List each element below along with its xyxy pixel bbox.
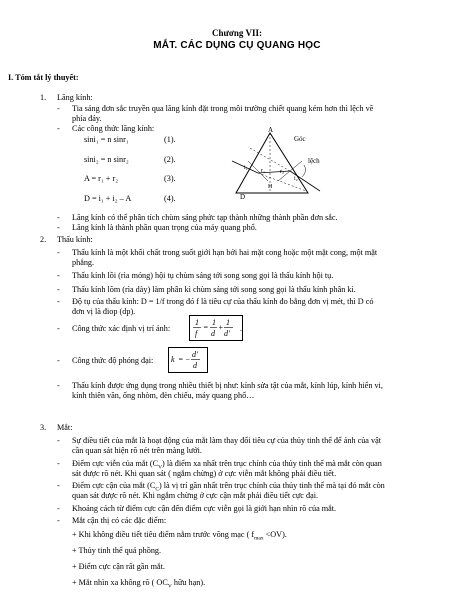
myopia-point-3: + Điểm cực cận rất gần mắt. — [72, 562, 165, 571]
convex-lens-text: Thấu kính lồi (rìa mỏng) hội tụ chùm sáng tới song song gọi là thấu kính hội tụ. — [72, 271, 334, 280]
accommodation-line2: cần quan sát hiện rõ nét trên màng lưới. — [72, 446, 202, 455]
i2-label: i₂ — [294, 176, 298, 182]
bullet-dash: - — [57, 297, 60, 306]
bullet-dash: - — [57, 356, 60, 365]
formula-denominator: d — [193, 361, 197, 370]
formula-end-period: . — [240, 324, 243, 333]
lens-power-line2: đơn vị là điop (dp). — [72, 307, 136, 316]
page-title: MẮT. CÁC DỤNG CỤ QUANG HỌC — [153, 40, 321, 51]
far-point-subscript: V — [158, 464, 163, 471]
prism-formula-1-number: (1). — [164, 135, 176, 144]
point-label: H — [268, 184, 273, 190]
bullet-dash: - — [57, 516, 60, 525]
far-point-text-rest: ) là điểm xa nhất trên trục chính của thủy tinh thể mà mắt còn quan — [162, 459, 382, 468]
prism-formula-4: D = i₁ + i₂ – A — [84, 194, 132, 203]
bullet-dash: - — [57, 223, 60, 232]
bullet-dash: - — [57, 459, 60, 468]
formula-numerator: 1 — [212, 318, 216, 327]
myopia-point-1-text: + Khi không điều tiết tiêu điểm nằm trước võng mạc ( f — [72, 530, 255, 539]
myopia-heading: Mắt cận thị có các đặc điểm: — [72, 516, 167, 525]
prism-formulas-heading: Các công thức lăng kính: — [72, 124, 155, 133]
myopia-point-4-text: + Mắt nhìn xa không rõ ( OC — [72, 578, 168, 587]
formula-denominator: d — [211, 329, 215, 338]
prism-formula-3-number: (3). — [164, 174, 176, 183]
lens-definition-line1: Thấu kính là một khối chất trong suốt giới hạn bởi hai mặt cong hoặc một mặt cong, một mặt — [72, 248, 378, 257]
prism-formula-3: A = r₁ + r₂ — [84, 174, 119, 183]
vertex-label: A — [268, 126, 274, 134]
myopia-point-2: + Thủy tinh thể quá phồng. — [72, 546, 162, 555]
vision-range-text: Khoảng cách từ điểm cực cận đến điểm cực viễn gọi là giới hạn nhìn rõ của mắt. — [72, 504, 337, 513]
bullet-dash: - — [57, 504, 60, 513]
myopia-point-1-subscript: max — [254, 535, 264, 542]
formula-k: k — [171, 355, 175, 364]
eye-heading: Mắt: — [57, 423, 73, 432]
lens-definition-line2: phẳng. — [72, 258, 95, 267]
lens-applications-line2: kính thiên văn, ống nhòm, đèn chiếu, máy quang phổ… — [72, 391, 255, 400]
bullet-dash: - — [57, 324, 60, 333]
myopia-point-4 — [72, 578, 205, 592]
prism-heading: Lăng kính: — [57, 93, 93, 102]
bullet-dash: - — [57, 104, 60, 113]
image-position-label: Công thức xác định vị trí ảnh: — [72, 324, 171, 333]
formula-plus: + — [218, 323, 224, 332]
formula-equals: = — [178, 355, 184, 364]
bullet-dash: - — [57, 271, 60, 280]
far-point-text: Điểm cực viễn của mắt (C — [72, 459, 159, 468]
bullet-dash: - — [57, 248, 60, 257]
lens-heading: Thấu kính: — [57, 235, 93, 244]
prism-formula-2-number: (2). — [164, 155, 176, 164]
magnification-label: Công thức độ phóng đại: — [72, 356, 154, 365]
near-point-text: Điểm cực cận của mắt (C — [72, 481, 156, 490]
lens-applications-line1: Thấu kính được ứng dụng trong nhiều thiết bị như: kính sửa tật của mắt, kính lúp, kính hiển vi, — [72, 381, 383, 390]
concave-lens-text: Thấu kính lõm (rìa dày) làm phân kì chùm sáng tới song song gọi là thấu kính phân kì. — [72, 285, 356, 294]
r2-label: r₂ — [280, 169, 285, 175]
formula-denominator: f — [195, 329, 198, 338]
magnification-formula-box — [168, 347, 208, 373]
near-point-line2: quan sát được rõ nét. Khi ngắm chừng ở cực cận mắt phải điều tiết cực đại. — [72, 491, 319, 500]
near-point-text-rest: ) là vị trí gần nhất trên trục chính của thủy tinh thể mà tại đó mắt còn — [159, 481, 385, 490]
bullet-dash: - — [57, 124, 60, 133]
bullet-dash: - — [57, 436, 60, 445]
bullet-dash: - — [57, 381, 60, 390]
myopia-point-1-rest: <OV). — [263, 530, 287, 539]
near-point-subscript: C — [155, 486, 159, 493]
prism-definition-line2: phía đáy. — [72, 114, 102, 123]
prism-spectrometer-text: Lăng kính là thành phần quan trọng của máy quang phổ. — [72, 223, 257, 232]
far-point-line2: sát được rõ nét. Khi quan sát ( ngắm chừng) ở cực viễn mắt không phải điều tiết. — [72, 469, 337, 478]
prism-dispersion-text: Lăng kính có thể phân tích chùm sáng phức tạp thành những thành phần đơn sắc. — [72, 213, 338, 222]
deviation-label: lệch — [308, 157, 320, 165]
prism-formula-4-number: (4). — [164, 194, 176, 203]
bullet-dash: - — [57, 213, 60, 222]
formula-minus: − — [185, 355, 191, 364]
angle-label: Góc — [294, 135, 306, 143]
bullet-dash: - — [57, 285, 60, 294]
item-number: 3. — [40, 423, 47, 432]
bullet-dash: - — [57, 481, 60, 490]
formula-numerator: 1 — [226, 318, 230, 327]
item-number: 1. — [40, 93, 47, 102]
lens-formula-box — [189, 315, 243, 341]
formula-numerator: 1 — [195, 318, 199, 327]
lens-power-line1: Độ tụ của thấu kính: D = 1/f trong đó f là tiêu cự của thấu kính đo bằng đơn vị mét, thì D có — [72, 297, 374, 306]
prism-definition-line1: Tia sáng đơn sắc truyền qua lăng kính đặt trong môi trường chiết quang kém hơn thì lệch về — [72, 104, 374, 113]
prism-formula-1: sini₁ = n sinr₁ — [84, 135, 129, 144]
formula-denominator: d' — [224, 329, 230, 338]
chapter-label: Chương VII: — [212, 28, 262, 38]
myopia-point-1 — [72, 530, 287, 544]
myopia-point-4-subscript: V — [167, 583, 172, 590]
prism-diagram — [228, 125, 343, 200]
i1-label: i₁ — [244, 165, 248, 171]
prism-formula-2: sini₂ = n sinr₂ — [84, 155, 129, 164]
formula-equals: = — [203, 323, 209, 332]
item-number: 2. — [40, 235, 47, 244]
accommodation-line1: Sự điều tiết của mắt là hoạt động của mắt làm thay đổi tiêu cự của thủy tinh thể để ảnh của vật — [72, 436, 381, 445]
base-label: D — [240, 193, 246, 200]
formula-numerator: d' — [192, 350, 198, 359]
myopia-point-4-rest: hữu hạn). — [171, 578, 206, 587]
section-heading: I. Tóm tắt lý thuyết: — [8, 73, 79, 82]
r1-label: r₁ — [261, 168, 266, 174]
